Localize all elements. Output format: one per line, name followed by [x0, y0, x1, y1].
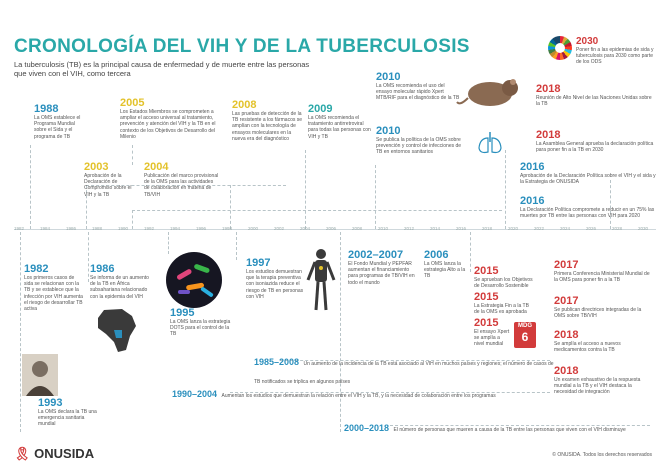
event-1995	[170, 308, 234, 338]
event-text: La OMS recomienda el uso del ensayo molecular rápido Xpert MTB/RIF para el diagnóstico de la TB	[376, 83, 460, 102]
event-1988	[34, 104, 86, 140]
tick-label: 1984	[40, 226, 51, 231]
sdg-wheel-icon	[548, 36, 572, 60]
event-1986	[90, 264, 154, 300]
event-year: 2010	[376, 125, 401, 137]
tick-label: 1982	[14, 226, 25, 231]
event-text: Se publica la política de la OMS sobre prevención y control de infecciones de TB en entornos sanitarios	[376, 137, 462, 156]
tick-label: 2002	[274, 226, 285, 231]
event-text: La OMS establece el Programa Mundial sobre el Sida y el programa de TB	[34, 115, 81, 140]
onusida-logo	[14, 446, 94, 462]
event-text: Aprobación de la Declaración Política sobre el VIH y el sida y la Estrategia de ONUSIDA	[520, 173, 656, 186]
mouse-photo-icon	[456, 68, 528, 112]
tick-label: 2012	[404, 226, 415, 231]
event-year: 2004	[144, 161, 169, 173]
band-text: El número de personas que mueren a causa de la TB entre las personas que viven con el VIH disminuye	[393, 427, 626, 433]
tick-label: 2014	[430, 226, 441, 231]
tick-label: 2010	[378, 226, 389, 231]
event-text: Un examen exhaustivo de la respuesta mundial a la TB y el VIH destaca la necesidad de integración	[554, 377, 641, 396]
event-text: Reunión de Alto Nivel de las Naciones Unidas sobre la TB	[536, 95, 652, 108]
event-text: La OMS declara la TB una emergencia sanitaria mundial	[38, 409, 97, 428]
tick-label: 1998	[222, 226, 233, 231]
sdg-year: 2030	[576, 36, 599, 47]
event-year: 2015	[474, 317, 499, 329]
event-2010	[376, 72, 462, 102]
event-2016	[520, 162, 656, 185]
band-label: 1990–2004	[172, 389, 218, 399]
copyright-text: © ONUSIDA. Todos los derechos reservados	[552, 452, 652, 458]
lungs-icon	[476, 130, 504, 156]
tick-label: 2020	[508, 226, 519, 231]
band-text: Un aumento de la incidencia de la TB está asociado al VIH en muchos países y regiones; el número de casos de TB notificados se triplica en algunos países	[254, 361, 554, 385]
mdg-badge-label: MDG	[518, 323, 532, 329]
event-year: 2006	[424, 249, 449, 261]
event-1997	[246, 258, 304, 300]
event-text: Aprobación de la Declaración de Compromiso sobre el VIH y la TB	[84, 173, 132, 198]
event-year: 2015	[474, 291, 499, 303]
bacteria-image-icon	[166, 252, 222, 308]
event-1993	[38, 398, 98, 428]
event-year: 1982	[24, 263, 49, 275]
tick-label: 2018	[482, 226, 493, 231]
event-2009	[308, 104, 372, 140]
tick-label: 1994	[170, 226, 181, 231]
sdg-text: Poner fin a las epidemias de sida y tuberculosis para 2030 como parte de los ODS	[576, 47, 654, 66]
event-year: 2018	[554, 329, 579, 341]
logo-text: ONUSIDA	[34, 446, 95, 461]
tick-label: 2006	[326, 226, 337, 231]
event-2018	[536, 84, 656, 107]
event-2018-c	[554, 330, 654, 353]
event-year: 2002–2007	[348, 249, 404, 261]
tick-label: 2024	[560, 226, 571, 231]
event-text: La OMS recomienda el tratamiento antirretroviral para todas las personas con VIH y TB	[308, 115, 371, 140]
event-year: 2003	[84, 161, 109, 173]
event-year: 2009	[308, 103, 333, 115]
event-year: 1995	[170, 307, 195, 319]
event-year: 2018	[536, 129, 561, 141]
event-text: Las pruebas de detección de la TB resistente a los fármacos se amplían con la tecnología de ensayos moleculares en la nueva era del diagnóstico	[232, 111, 303, 142]
band-2000-2018	[344, 418, 650, 436]
event-2018-d	[554, 366, 654, 396]
event-year: 2008	[232, 99, 257, 111]
portrait-photo-icon	[22, 354, 58, 396]
event-text: Publicación del marco provisional de la OMS para las actividades de colaboración en materia de TB/VIH	[144, 173, 219, 198]
tick-label: 1990	[118, 226, 129, 231]
tick-label: 1988	[92, 226, 103, 231]
event-text: Los primeros casos de sida se relacionan con la TB y se establece que la infección por VIH aumenta el riesgo de desarrollar TB activa	[24, 275, 83, 313]
tick-label: 2008	[352, 226, 363, 231]
band-label: 2000–2018	[344, 423, 390, 433]
event-2005	[120, 98, 228, 140]
event-2017	[554, 260, 654, 283]
tick-label: 2030	[638, 226, 649, 231]
event-year: 2010	[376, 71, 401, 83]
event-2018-b	[536, 130, 656, 153]
event-year: 1986	[90, 263, 115, 275]
event-2006	[424, 250, 468, 280]
event-text: Se amplía el acceso a nuevos medicamentos contra la TB	[554, 341, 621, 354]
event-text: Se publican directrices integradas de la OMS sobre TB/VIH	[554, 307, 642, 320]
tick-label: 1996	[196, 226, 207, 231]
tick-label: 2022	[534, 226, 545, 231]
event-2017-b	[554, 296, 654, 319]
event-text: La Declaración Política compromete a reducir en un 75% las muertes por TB entre las personas con VIH para 2020	[520, 207, 655, 220]
event-1982	[24, 264, 84, 312]
event-text: El ensayo Xpert se amplía a nivel mundial	[474, 329, 510, 348]
mdg-badge-icon	[514, 322, 536, 348]
band-label: 1985–2008	[254, 357, 300, 367]
event-year: 2016	[520, 161, 545, 173]
event-text: Los estudios demuestran que la terapia preventiva con isoniazida reduce el riesgo de TB en personas con VIH	[246, 269, 304, 300]
event-text: Los Estados Miembros se comprometen a ampliar el acceso universal al tratamiento, prevención y atención del VIH y la TB en el contexto de los Objetivos de Desarrollo del Milenio	[120, 109, 216, 140]
event-text: El Fondo Mundial y PEPFAR aumentan el financiamiento para programas de TB/VIH en todo el mundo	[348, 261, 415, 286]
event-year: 1993	[38, 397, 63, 409]
africa-map-icon	[92, 306, 142, 356]
event-text: Se informa de un aumento de la TB en África subsahariana relacionado con la epidemia del VIH	[90, 275, 149, 300]
subtitle: La tuberculosis (TB) es la principal causa de enfermedad y de muerte entre las personas que viven con el VIH, como tercera	[14, 60, 310, 78]
event-2015-c	[474, 318, 510, 348]
event-2010-b	[376, 126, 464, 156]
tick-label: 2026	[586, 226, 597, 231]
event-text: Se aprueban los Objetivos de Desarrollo Sostenible	[474, 277, 533, 290]
event-2015	[474, 266, 534, 289]
tick-label: 2016	[456, 226, 467, 231]
event-2004	[144, 162, 220, 198]
mdg-badge-number: 6	[521, 330, 529, 344]
sdg-block	[576, 36, 656, 66]
event-text: Primera Conferencia Ministerial Mundial de la OMS para poner fin a la TB	[554, 271, 650, 284]
tick-label: 2000	[248, 226, 259, 231]
event-2016-b	[520, 196, 656, 219]
event-text: La OMS lanza la estrategia Alto a la TB	[424, 261, 466, 280]
event-2015-b	[474, 292, 534, 315]
event-text: La Estrategia Fin a la TB de la OMS es aprobada	[474, 303, 529, 316]
event-year: 2016	[520, 195, 545, 207]
human-body-icon	[306, 248, 336, 312]
event-year: 2018	[554, 365, 579, 377]
event-year: 1988	[34, 103, 59, 115]
tick-label: 2004	[300, 226, 311, 231]
tick-label: 2028	[612, 226, 623, 231]
event-year: 2005	[120, 97, 145, 109]
event-2002-2007	[348, 250, 418, 286]
band-text: Aumentan los estudios que demuestran la relación entre el VIH y la TB, y la necesidad de colaboración entre los programas	[221, 393, 496, 399]
page-title: CRONOLOGÍA DEL VIH Y DE LA TUBERCULOSIS	[14, 36, 470, 57]
event-text: La OMS lanza la estrategia DOTS para el control de la TB	[170, 319, 231, 338]
band-1985-2008	[254, 352, 554, 388]
event-year: 2018	[536, 83, 561, 95]
event-year: 2017	[554, 259, 579, 271]
event-2008	[232, 100, 304, 142]
event-text: La Asamblea General aprueba la declaración política para poner fin a la TB en 2030	[536, 141, 654, 154]
event-2003	[84, 162, 138, 198]
event-year: 2015	[474, 265, 499, 277]
ribbon-icon: 🎗	[14, 446, 31, 461]
band-1990-2004	[172, 384, 552, 402]
event-year: 2017	[554, 295, 579, 307]
tick-label: 1992	[144, 226, 155, 231]
tick-label: 1986	[66, 226, 77, 231]
event-year: 1997	[246, 257, 271, 269]
